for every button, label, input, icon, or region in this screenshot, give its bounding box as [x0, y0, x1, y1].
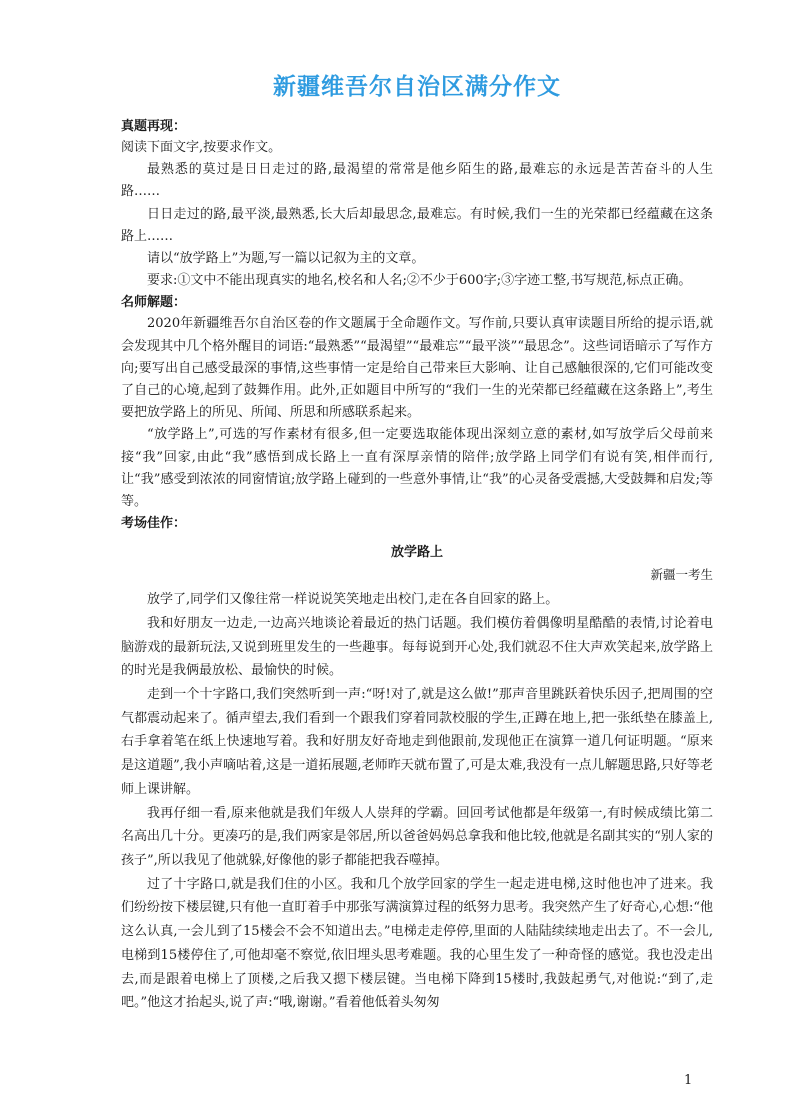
- analysis-paragraph: 2020年新疆维吾尔自治区卷的作文题属于全命题作文。写作前,只要认真审读题目所给的提示语,就会发现其中几个格外醒目的词语:“最熟悉”“最渴望”“最难忘”“最平淡”“最思念”。这些词语暗示了写作方向;要写出自己感受最深的事情,这些事情一定是给自己带来巨大影响、让自己感触很深的,它们可能改变了自己的心境,起到了鼓舞作用。此外,正如题目中所写的“我们一生的光荣都已经蕴藏在这条路上”,考生要把放学路上的所见、所闻、所思和所感联系起来。: [121, 316, 713, 421]
- prompt-paragraph: 请以“放学路上”为题,写一篇以记叙为主的文章。: [147, 251, 425, 267]
- essay-paragraph: 我再仔细一看,原来他就是我们年级人人崇拜的学霸。回回考试他都是年级第一,有时候成绩比第二名高出几十分。更凑巧的是,我们两家是邻居,所以爸爸妈妈总拿我和他比较,他就是名副其实的“别人家的孩子”,所以我见了他就躲,好像他的影子都能把我吞噬掉。: [121, 805, 713, 868]
- essay-paragraph: 过了十字路口,就是我们住的小区。我和几个放学回家的学生一起走进电梯,这时他也冲了进来。我们纷纷按下楼层键,只有他一直盯着手中那张写满演算过程的纸努力思考。我突然产生了好奇心,心想:“他这么认真,一会儿到了15楼会不会不知道出去。”电梯走走停停,里面的人陆陆续续地走出去了。不一会儿,电梯到15楼停住了,可他却毫不察觉,依旧埋头思考难题。我的心里生发了一种奇怪的感觉。我也没走出去,而是跟着电梯上了顶楼,之后我又摁下楼层键。当电梯下降到15楼时,我鼓起勇气,对他说:“到了,走吧。”他这才抬起头,说了声:“哦,谢谢。”看着他低着头匆匆: [121, 876, 713, 1011]
- essay-heading: 考场佳作：: [121, 516, 187, 532]
- prompt-heading: 真题再现：: [121, 119, 187, 134]
- essay-paragraph: 走到一个十字路口,我们突然听到一声:“呀!对了,就是这么做!”那声音里跳跃着快乐因子,把周围的空气都震动起来了。循声望去,我们看到一个跟我们穿着同款校服的学生,正蹲在地上,把一张纸垫在膝盖上,右手拿着笔在纸上快速地写着。我和好朋友好奇地走到他跟前,发现他正在演算一道几何证明题。“原来是这道题”,我小声嘀咕着,这是一道拓展题,老师昨天就布置了,可是太难,我没有一点儿解题思路,只好等老师上课讲解。: [121, 687, 713, 797]
- essay-author: 新疆一考生: [650, 567, 713, 583]
- prompt-paragraph: 要求:①文中不能出现真实的地名,校名和人名;②不少于600字;③字迹工整,书写规范,标点正确。: [147, 273, 692, 289]
- prompt-paragraph: 日日走过的路,最平淡,最熟悉,长大后却最思念,最难忘。有时候,我们一生的光荣都已经蕴藏在这条路上……: [121, 206, 713, 244]
- essay-title: 放学路上: [390, 545, 443, 561]
- essay-paragraph: 放学了,同学们又像往常一样说说笑笑地走出校门,走在各自回家的路上。: [147, 592, 559, 608]
- document-page: [121, 58, 713, 1015]
- analysis-paragraph: “放学路上”,可选的写作素材有很多,但一定要选取能体现出深刻立意的素材,如写放学后父母前来接“我”回家,由此“我”感悟到成长路上一直有深厚亲情的陪伴;放学路上同学们有说有笑,相伴而行,让“我”感受到浓浓的同窗情谊;放学路上碰到的一些意外事情,让“我”的心灵备受震撼,大受鼓舞和启发;等等。: [121, 427, 713, 510]
- prompt-paragraph: 阅读下面文字,按要求作文。: [121, 140, 282, 155]
- page-title: 新疆维吾尔自治区满分作文: [273, 74, 561, 100]
- essay-body: [121, 588, 713, 1015]
- essay-paragraph: 我和好朋友一边走,一边高兴地谈论着最近的热门话题。我们模仿着偶像明星酷酷的表情,讨论着电脑游戏的最新玩法,又说到班里发生的一些趣事。每每说到开心处,我们就忍不住大声欢笑起来,放学路上的时光是我俩最放松、最愉快的时候。: [121, 615, 713, 679]
- analysis-heading: 名师解题：: [121, 295, 187, 311]
- prompt-paragraph: 最熟悉的莫过是日日走过的路,最渴望的常常是他乡陌生的路,最难忘的永远是苦苦奋斗的人生路……: [121, 162, 713, 200]
- page-number: 1: [684, 1073, 693, 1088]
